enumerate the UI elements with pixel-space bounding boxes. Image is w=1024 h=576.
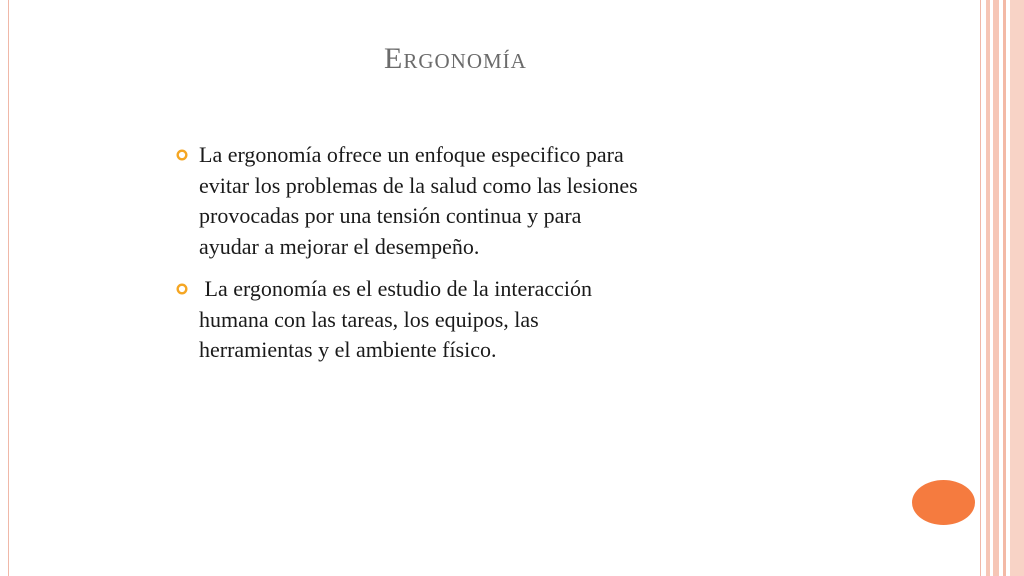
ring-bullet-icon	[176, 149, 188, 161]
right-decorative-stripe	[1010, 0, 1024, 576]
bullet-item	[176, 274, 816, 366]
bullet-item	[176, 140, 816, 262]
bullet-text: La ergonomía ofrece un enfoque especifico para evitar los problemas de la salud como las lesiones provocadas por una tensión continua y para ayudar a mejorar el desempeño.	[199, 142, 638, 259]
ring-bullet-icon	[176, 283, 188, 295]
right-decorative-stripe	[1003, 0, 1006, 576]
orange-circle-icon	[912, 480, 975, 525]
left-frame-line	[8, 0, 9, 576]
right-frame-line	[980, 0, 981, 576]
right-decorative-stripe	[993, 0, 999, 576]
right-decorative-stripe	[986, 0, 990, 576]
slide-title: Ergonomía	[384, 42, 527, 75]
bullet-text: La ergonomía es el estudio de la interacción humana con las tareas, los equipos, las herramientas y el ambiente físico.	[199, 276, 593, 362]
bullet-list	[176, 140, 816, 378]
